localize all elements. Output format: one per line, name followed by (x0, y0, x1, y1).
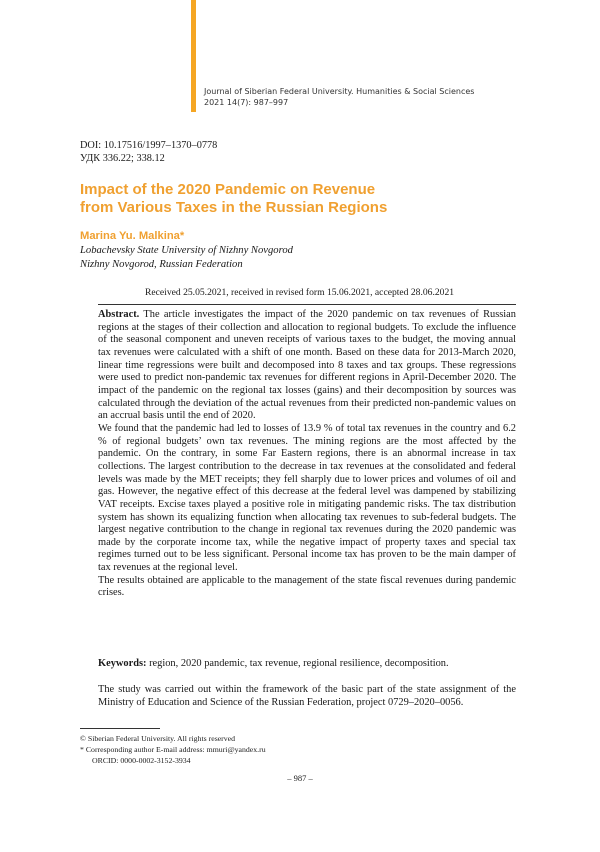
abstract-label: Abstract. (98, 309, 140, 320)
abstract-paragraph-3: The results obtained are applicable to the management of the state fiscal revenues during pandemic crises. (98, 574, 516, 599)
journal-header (204, 86, 474, 108)
affiliation-location: Nizhny Novgorod, Russian Federation (80, 259, 243, 270)
journal-accent-bar (191, 0, 196, 112)
affiliation-institution: Lobachevsky State University of Nizhny Novgorod (80, 245, 293, 256)
footnotes (80, 733, 266, 766)
abstract-text-1: The article investigates the impact of the 2020 pandemic on tax revenues of Russian regions at the stages of their collection and allocation to regional budgets. To exclude the influence of the seasonal component and uneven receipts of various taxes to the budget, the moving annual tax revenues were calculated with a shift of one month. Based on these data for 2013-March 2020, linear time regressions were built and decomposed into 8 taxes and tax groups. These regressions were used to predict non-pandemic tax revenues for different regions in April-December 2020. The impact of the pandemic on the regional tax losses (gains) and their decomposition by sources was calculated through the deviation of the actual revenues from their predicted non-pandemic values on an accrual basis until the end of 2020. (98, 309, 516, 422)
journal-name: Journal of Siberian Federal University. Humanities & Social Sciences (204, 87, 475, 96)
copyright-note: © Siberian Federal University. All rights reserved (80, 734, 236, 743)
keywords (98, 657, 516, 670)
funding-note: The study was carried out within the framework of the basic part of the state assignment of the Ministry of Education and Science of the Russian Federation, project 0729–2020–0056. (98, 684, 516, 708)
orcid-note: ORCID: 0000-0002-3152-3934 (92, 756, 191, 765)
journal-issue: 2021 14(7): 987–997 (204, 98, 289, 107)
identifiers (80, 139, 217, 165)
footnote-divider (80, 728, 160, 729)
keywords-text: region, 2020 pandemic, tax revenue, regional resilience, decomposition. (146, 658, 449, 669)
paper-title (80, 181, 520, 217)
abstract-paragraph-1 (98, 309, 516, 423)
udk-code: УДК 336.22; 338.12 (80, 153, 165, 164)
received-dates: Received 25.05.2021, received in revised form 15.06.2021, accepted 28.06.2021 (145, 287, 455, 298)
keywords-label: Keywords: (98, 658, 147, 669)
author-name: Marina Yu. Malkina* (80, 230, 185, 242)
doi-link[interactable]: DOI: 10.17516/1997–1370–0778 (80, 140, 218, 151)
title-line-1: Impact of the 2020 Pandemic on Revenue (80, 181, 376, 198)
page-number: – 987 – (287, 773, 313, 783)
abstract-paragraph-2: We found that the pandemic had led to losses of 13.9 % of total tax revenues in the country and 6.2 % of regional budgets’ own tax revenues. The mining regions are the most affected by the pandemic. On the contrary, in some Far Eastern regions, there is an abnormal increase in tax collections. The largest contribution to the decrease in tax revenues at the consolidated and federal levels was made by the MET receipts; they fell sharply due to lower prices and volumes of oil and gas. However, the negative effect of this decrease at the federal level was dampened by stabilizing VAT receipts. Excise taxes played a positive role in mitigating pandemic risks. The tax distribution system has shown its equalizing function when allocating tax revenues to sub-federal budgets. The largest negative contribution to the change in regional tax revenues during the 2020 pandemic was made by the corporate income tax, while the negative impact of property taxes and special tax regimes turned out to be less significant. Personal income tax has proven to be the main damper of tax revenues at the regional level. (98, 422, 516, 574)
corresponding-author-note[interactable]: * Corresponding author E-mail address: mmuri@yandex.ru (80, 745, 266, 754)
abstract-divider (98, 304, 516, 305)
affiliation (80, 244, 293, 272)
title-line-2: from Various Taxes in the Russian Regions (80, 199, 388, 216)
abstract (98, 309, 516, 600)
